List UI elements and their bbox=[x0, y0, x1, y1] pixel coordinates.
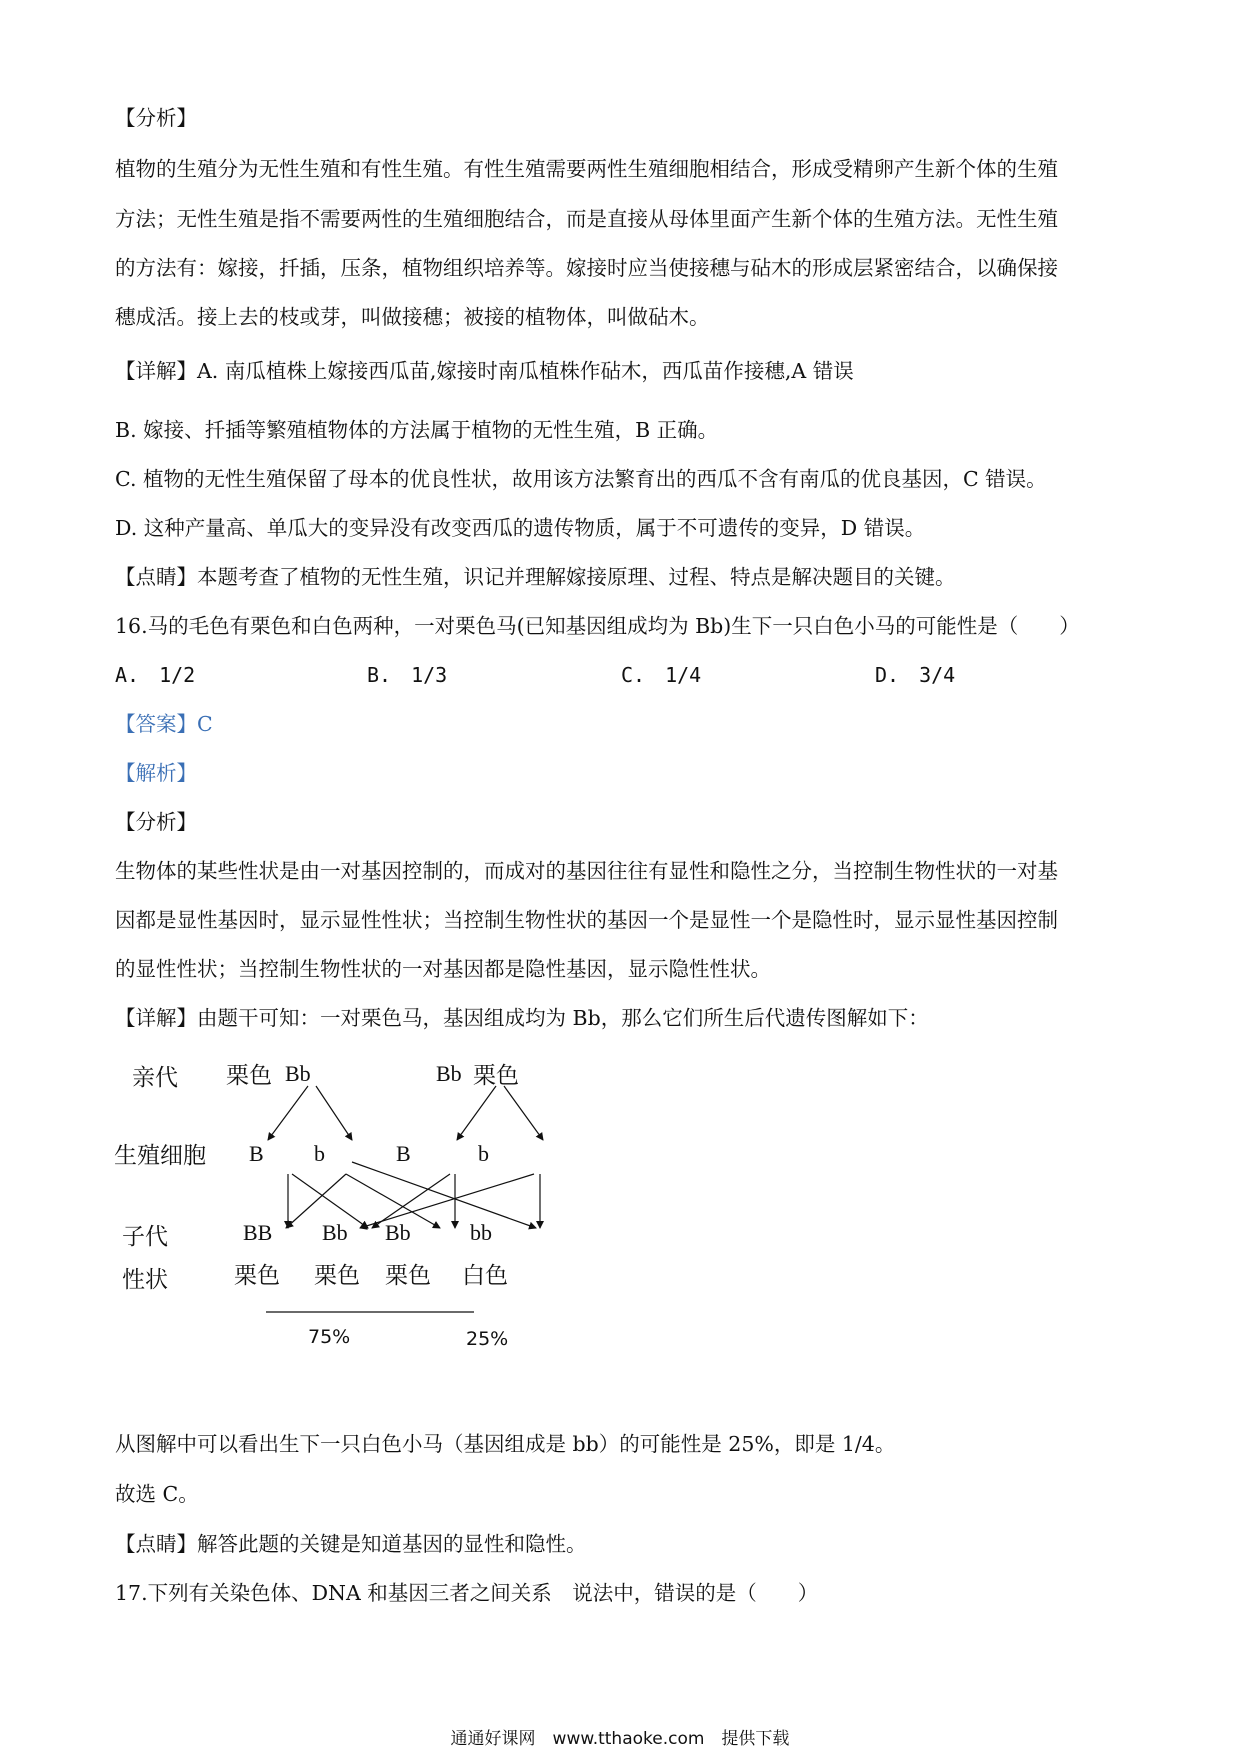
row-label-parent: 亲代 bbox=[132, 1065, 178, 1091]
row-label-gamete: 生殖细胞 bbox=[114, 1143, 206, 1169]
text-line: 植物的生殖分为无性生殖和有性生殖。有性生殖需要两性生殖细胞相结合，形成受精卵产生新个体的生殖 bbox=[115, 157, 1058, 181]
text-line: 穗成活。接上去的枝或芽，叫做接穗；被接的植物体，叫做砧木。 bbox=[115, 305, 710, 329]
offspring-trait: 栗色 bbox=[234, 1263, 280, 1289]
offspring-trait: 栗色 bbox=[314, 1263, 360, 1289]
text-line: 的显性性状；当控制生物性状的一对基因都是隐性基因，显示隐性性状。 bbox=[115, 957, 771, 981]
parent-trait: 栗色 bbox=[473, 1063, 519, 1089]
option-d: D. 3/4 bbox=[875, 663, 956, 687]
analysis-heading: 【分析】 bbox=[115, 810, 197, 834]
text-line: 的方法有：嫁接，扦插，压条，植物组织培养等。嫁接时应当使接穗与砧木的形成层紧密结合，以确保接 bbox=[115, 256, 1058, 280]
row-label-trait: 性状 bbox=[122, 1267, 168, 1293]
arrow bbox=[504, 1086, 543, 1140]
text-line: 因都是显性基因时，显示显性性状；当控制生物性状的基因一个是显性一个是隐性时，显示显性基因控制 bbox=[115, 908, 1058, 932]
comment-line: 【点睛】本题考查了植物的无性生殖，识记并理解嫁接原理、过程、特点是解决题目的关键。 bbox=[115, 565, 956, 589]
detail-line: 【详解】由题干可知：一对栗色马，基因组成均为 Bb，那么它们所生后代遗传图解如下： bbox=[115, 1006, 929, 1030]
detail-line: C. 植物的无性生殖保留了母本的优良性状，故用该方法繁育出的西瓜不含有南瓜的优良基因，C 错误。 bbox=[115, 467, 1047, 491]
inheritance-diagram bbox=[100, 1050, 620, 1350]
text-line: 生物体的某些性状是由一对基因控制的，而成对的基因往往有显性和隐性之分，当控制生物性状的一对基 bbox=[115, 859, 1058, 883]
offspring-genotype: Bb bbox=[385, 1220, 411, 1245]
percent-label: 25% bbox=[466, 1328, 509, 1350]
question-16: 16.马的毛色有栗色和白色两种，一对栗色马(已知基因组成均为 Bb)生下一只白色小马的可能性是（ ） bbox=[115, 614, 1080, 638]
conclusion-line: 故选 C。 bbox=[115, 1482, 199, 1506]
gamete: b bbox=[478, 1141, 489, 1166]
detail-line: 【详解】A. 南瓜植株上嫁接西瓜苗,嫁接时南瓜植株作砧木，西瓜苗作接穗,A 错误 bbox=[115, 359, 854, 383]
gamete: B bbox=[396, 1141, 411, 1166]
conclusion-line: 从图解中可以看出生下一只白色小马（基因组成是 bb）的可能性是 25%，即是 1/4。 bbox=[115, 1432, 896, 1456]
analysis-label: 【解析】 bbox=[115, 761, 197, 785]
detail-line: D. 这种产量高、单瓜大的变异没有改变西瓜的遗传物质，属于不可遗传的变异，D 错误。 bbox=[115, 516, 926, 540]
offspring-trait: 栗色 bbox=[385, 1263, 431, 1289]
option-b: B. 1/3 bbox=[367, 663, 448, 687]
question-17: 17.下列有关染色体、DNA 和基因三者之间关系 说法中，错误的是（ ） bbox=[115, 1581, 819, 1605]
analysis-heading: 【分析】 bbox=[115, 106, 197, 130]
arrow bbox=[372, 1174, 450, 1228]
page-footer: 通通好课网 www.tthaoke.com 提供下载 bbox=[450, 1729, 790, 1749]
comment-line: 【点睛】解答此题的关键是知道基因的显性和隐性。 bbox=[115, 1532, 587, 1556]
offspring-genotype: bb bbox=[470, 1220, 492, 1245]
answer-label: 【答案】C bbox=[115, 712, 213, 736]
arrow bbox=[352, 1162, 536, 1228]
offspring-genotype: BB bbox=[243, 1220, 273, 1245]
arrow bbox=[268, 1086, 308, 1140]
parent-genotype: Bb bbox=[285, 1061, 311, 1086]
parent-trait: 栗色 bbox=[226, 1063, 272, 1089]
percent-label: 75% bbox=[308, 1326, 351, 1348]
row-label-offspring: 子代 bbox=[122, 1224, 168, 1250]
parent-genotype: Bb bbox=[436, 1061, 462, 1086]
option-c: C. 1/4 bbox=[621, 663, 702, 687]
gamete: b bbox=[314, 1141, 325, 1166]
text-line: 方法；无性生殖是指不需要两性的生殖细胞结合，而是直接从母体里面产生新个体的生殖方法。无性生殖 bbox=[115, 207, 1058, 231]
gamete: B bbox=[249, 1141, 264, 1166]
arrow bbox=[316, 1086, 352, 1140]
arrow bbox=[457, 1086, 496, 1140]
detail-line: B. 嫁接、扦插等繁殖植物体的方法属于植物的无性生殖，B 正确。 bbox=[115, 418, 719, 442]
option-a: A. 1/2 bbox=[115, 663, 196, 687]
offspring-genotype: Bb bbox=[322, 1220, 348, 1245]
offspring-trait: 白色 bbox=[462, 1263, 508, 1289]
